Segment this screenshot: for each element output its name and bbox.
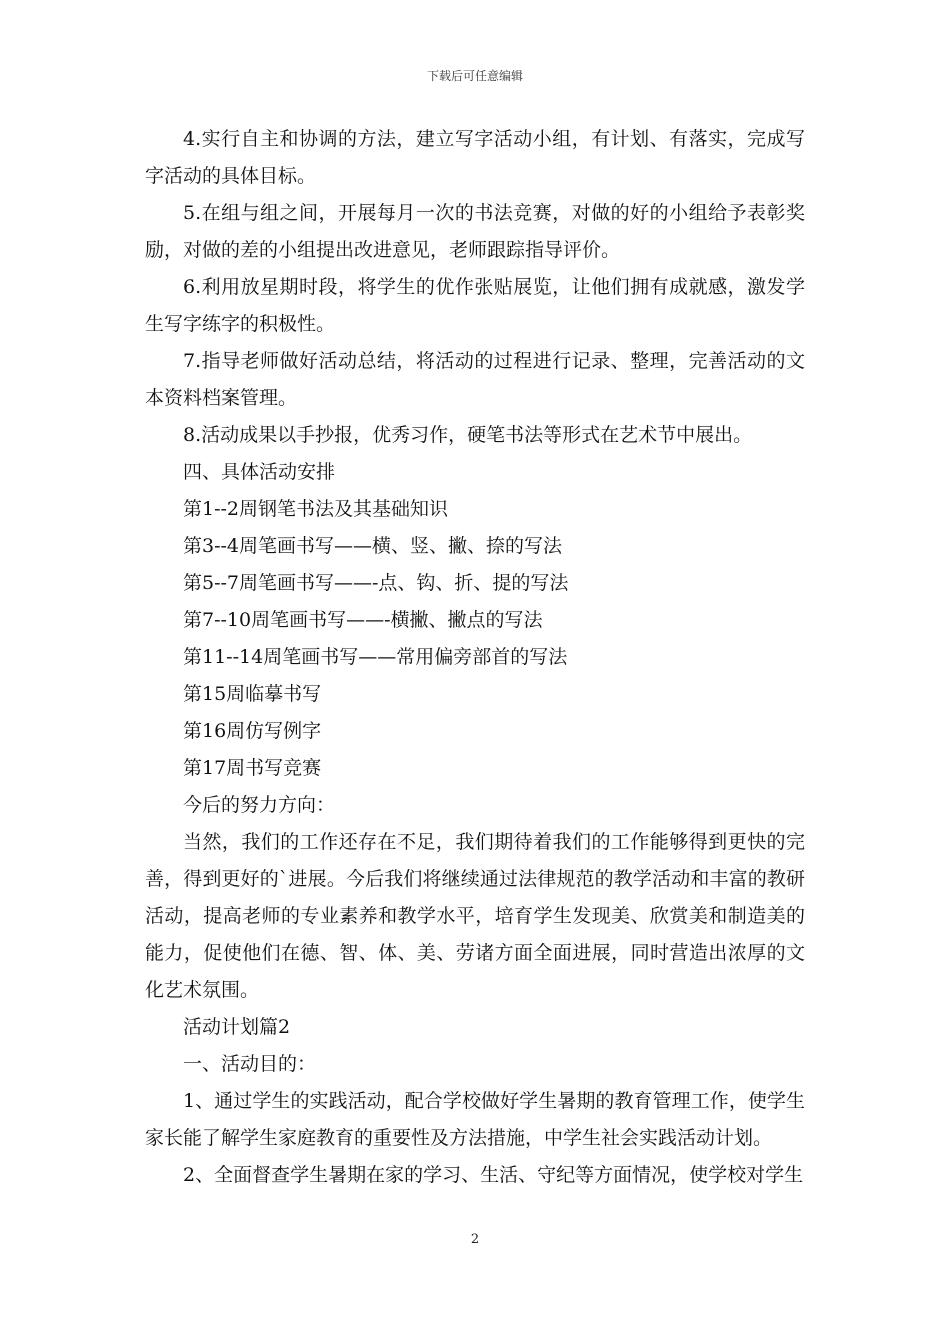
section-heading: 一、活动目的： [183, 1053, 317, 1075]
schedule-item: 第17周书写竞赛 [183, 757, 322, 779]
paragraph: 1、通过学生的实践活动，配合学校做好学生暑期的教育管理工作，使学生家长能了解学生家庭教育的重要性及方法措施，中学生社会实践活动计划。 [145, 1090, 805, 1149]
page-number: 2 [470, 1232, 480, 1247]
schedule-item: 第1--2周钢笔书法及其基础知识 [183, 498, 449, 520]
schedule-item: 第3--4周笔画书写——横、竖、撇、捺的写法 [183, 535, 563, 557]
paragraph: 2、全面督查学生暑期在家的学习、生活、守纪等方面情况，使学校对学生 [183, 1164, 804, 1186]
paragraph: 6.利用放星期时段，将学生的优作张贴展览，让他们拥有成就感，激发学生写字练字的积极性。 [145, 276, 805, 335]
paragraph: 7.指导老师做好活动总结，将活动的过程进行记录、整理，完善活动的文本资料档案管理。 [145, 350, 805, 409]
schedule-item: 第7--10周笔画书写——-横撇、撇点的写法 [183, 609, 543, 631]
paragraph: 5.在组与组之间，开展每月一次的书法竞赛，对做的好的小组给予表彰奖励，对做的差的小组提出改进意见，老师跟踪指导评价。 [145, 202, 805, 261]
schedule-item: 第16周仿写例字 [183, 720, 322, 742]
section-heading: 今后的努力方向： [183, 794, 336, 816]
section-heading: 四、具体活动安排 [183, 461, 336, 483]
section-title: 活动计划篇2 [183, 1016, 291, 1038]
schedule-item: 第5--7周笔画书写——-点、钩、折、提的写法 [183, 572, 569, 594]
paragraph: 4.实行自主和协调的方法，建立写字活动小组，有计划、有落实，完成写字活动的具体目标。 [145, 128, 805, 187]
schedule-item: 第11--14周笔画书写——常用偏旁部首的写法 [183, 646, 568, 668]
paragraph: 当然，我们的工作还存在不足，我们期待着我们的工作能够得到更快的完善，得到更好的`进展。今后我们将继续通过法律规范的教学活动和丰富的教研活动，提高老师的专业素养和教学水平，培育学生发现美、欣赏美和制造美的能力，促使他们在德、智、体、美、劳诸方面全面进展，同时营造出浓厚的文化艺术氛围。 [145, 831, 805, 1001]
document-body [145, 121, 805, 1194]
paragraph: 8.活动成果以手抄报，优秀习作，硬笔书法等形式在艺术节中展出。 [183, 424, 753, 446]
schedule-item: 第15周临摹书写 [183, 683, 322, 705]
page-header: 下载后可任意编辑 [426, 69, 523, 83]
